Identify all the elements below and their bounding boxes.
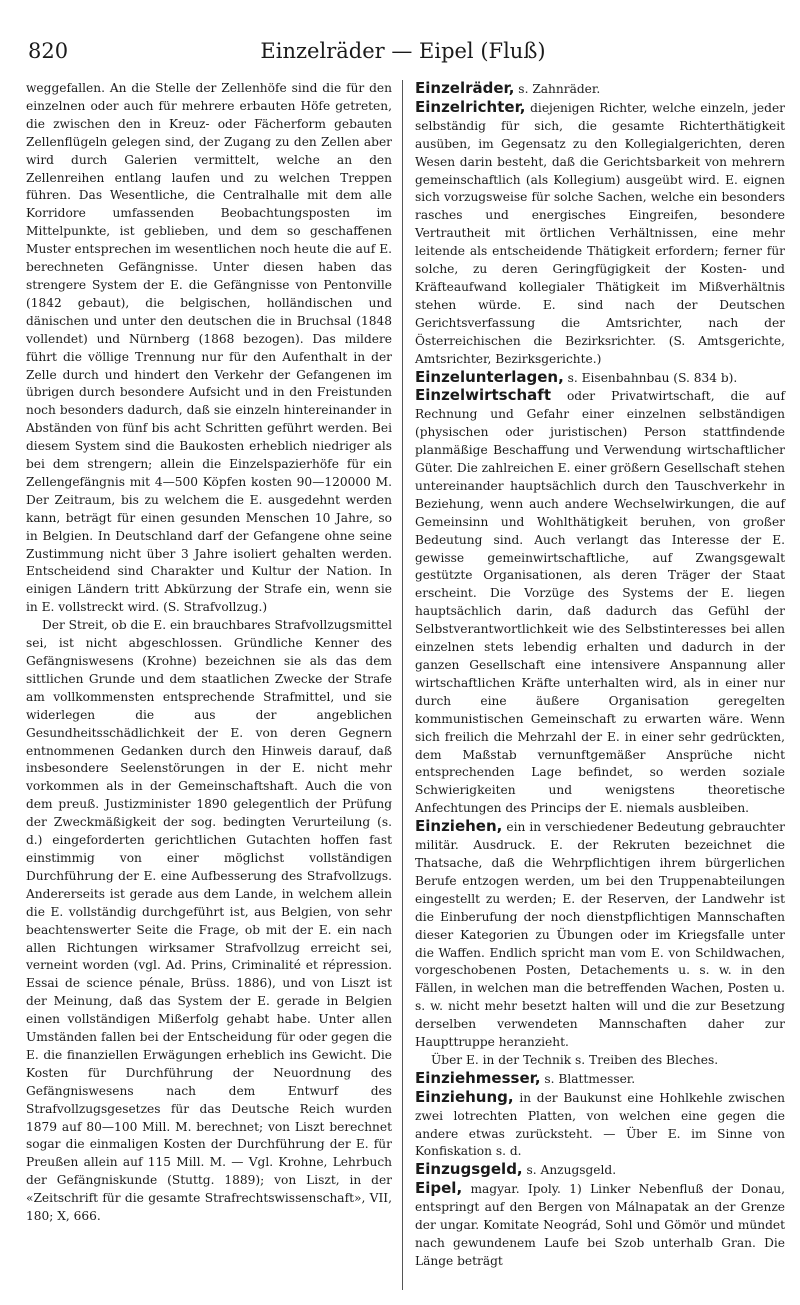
paragraph: weggefallen. An die Stelle der Zellenhöfe sind die für den einzelnen oder auch für mehrere erbauten Höfe getreten, die zwischen den in Kreuz- oder Fächerform gebauten Zellenflügeln gelegen sind, der Zugang zu den Zellen aber wird durch Galerien vermittelt, welche an den Zellenreihen entlang laufen und zu welchen Treppen führen. Das Wesentliche, die Centralhalle mit dem alle Korridore umfassenden Beobachtungsposten im Mittelpunkte, ist geblieben, und dem so geschaffenen Muster entsprechen im wesentlichen noch heute die auf E. berechneten Gefängnisse. Unter diesen haben das strengere System der E. die Gefängnisse von Pentonville (1842 gebaut), die belgischen, holländischen und dänischen und unter den deutschen die in Bruchsal (1848 vollendet) und Nürnberg (1868 bezogen). Das mildere führt die völlige Trennung nur für den Aufenthalt in der Zelle durch und hindert den Verkehr der Gefangenen im übrigen durch besondere Aufsicht und in den Freistunden noch besonders dadurch, daß sie einzeln hintereinander in Abständen von fünf bis acht Schritten geführt werden. Bei diesem System sind die Baukosten erheblich niedriger als bei dem strengern; allein die Einzelspazierhöfe für ein Zellengefängnis mit 4—500 Köpfen kosten 90—120000 M. Der Zeitraum, bis zu welchem die E. ausgedehnt werden kann, beträgt für einen gesunden Menschen 10 Jahre, so in Belgien. In Deutschland darf der Gefangene ohne seine Zustimmung nicht über 3 Jahre isoliert gehalten werden. Entscheidend sind Charakter und Kultur der Nation. In einigen Ländern tritt Abkürzung der Strafe ein, wenn sie in E. vollstreckt wird. (S. Strafvollzug.)	[26, 81, 392, 615]
entry-einziehen	[415, 818, 785, 1052]
headword: Einzelunterlagen,	[415, 367, 564, 386]
entry-einziehmesser	[415, 1070, 785, 1089]
entry-einzelraeder	[415, 80, 785, 99]
entry-einzelwirtschaft	[415, 387, 785, 818]
entry-einzugsgeld	[415, 1161, 785, 1180]
headword: Einziehen,	[415, 817, 503, 836]
entry-text: Über E. in der Technik s. Treiben des Bleches.	[431, 1052, 719, 1067]
paragraph: Der Streit, ob die E. ein brauchbares Strafvollzugsmittel sei, ist nicht abgeschlossen. Gründliche Kenner des Gefängniswesens (Krohne) bezeichnen sie als das dem sittlichen Grunde und dem staatlichen Zwecke der Strafe am vollkommensten entsprechende Strafmittel, und sie widerlegen die aus der angeblichen Gesundheitsschädlichkeit der E. von deren Gegnern entnommenen Gedanken durch den Hinweis darauf, daß insbesondere Seelenstörungen in der E. nicht mehr vorkommen als in der Gemeinschaftshaft. Auch die von dem preuß. Justizminister 1890 gelegentlich der Prüfung der Zweckmäßigkeit der sog. bedingten Verurteilung (s. d.) eingeforderten gerichtlichen Gutachten hoffen fast einstimmig von einer möglichst vollständigen Durchführung der E. eine Aufbesserung des Strafvollzugs. Andererseits ist gerade aus dem Lande, in welchem allein die E. vollständig durchgeführt ist, aus Belgien, von sehr beachtenswerter Seite die Frage, ob mit der E. ein nach allen Richtungen wirksamer Strafvollzug erreicht sei, verneint worden (vgl. Ad. Prins, Criminalité et répression. Essai de science pénale, Brüss. 1886), und von Liszt ist der Meinung, daß das System der E. gerade in Belgien einen vollständigen Mißerfolg gehabt habe. Unter allen Umständen fallen bei der Entscheidung für oder gegen die E. die finanziellen Erwägungen erheblich ins Gewicht. Die Kosten für Durchführung der Neuordnung des Gefängniswesens nach dem Entwurf des Strafvollzugsgesetzes für das Deutsche Reich wurden 1879 auf 80—100 Mill. M. berechnet; von Liszt berechnet sogar die einmaligen Kosten der Durchführung der E. für Preußen allein auf 115 Mill. M. — Vgl. Krohne, Lehrbuch der Gefängniskunde (Stuttg. 1889); von Liszt, in der «Zeitschrift für die gesamte Strafrechtswissenschaft», VII, 180; X, 666.	[26, 618, 392, 1224]
entry-einzelrichter	[415, 99, 785, 369]
headword: Einzugsgeld,	[415, 1160, 523, 1179]
entry-text: s. Eisenbahnbau (S. 834 b).	[563, 370, 738, 385]
entry-einziehung	[415, 1089, 785, 1162]
entry-text: s. Blattmesser.	[540, 1071, 636, 1086]
entry-text: diejenigen Richter, welche einzeln, jeder selbständig für sich, die gesamte Richterthätigkeit ausüben, im Gegensatz zu den Kollegialgerichten, deren Wesen darin besteht, daß die Gerichtsbarkeit von mehrern gemeinschaftlich (als Kollegium) ausgeübt wird. E. eignen sich vorzugsweise für solche Sachen, welche ein besonders rasches und energisches Eingreifen, besondere Vertrautheit mit örtlichen Verhältnissen, eine mehr leitende als entscheidende Thätigkeit erfordern; ferner für solche, zu deren Geringfügigkeit der Kosten- und Kräfteaufwand kollegialer Thätigkeit im Mißverhältnis stehen würde. E. sind nach der Deutschen Gerichtsverfassung die Amtsrichter, nach der Österreichischen die Bezirksrichter. (S. Amtsgerichte, Amtsrichter, Bezirksgerichte.)	[415, 100, 785, 366]
headword: Einziehung,	[415, 1087, 514, 1106]
page-header	[20, 38, 786, 68]
headword: Einzelrichter,	[415, 97, 526, 116]
entry-eipel	[415, 1180, 785, 1271]
entry-text: s. Anzugsgeld.	[522, 1163, 617, 1178]
left-column	[26, 80, 392, 1226]
headword: Einzelräder,	[415, 79, 515, 97]
page-number: 820	[28, 39, 69, 63]
entry-text: ein in verschiedener Bedeutung gebrauchter militär. Ausdruck. E. der Rekruten bezeichnet die Thatsache, daß die Wehrpflichtigen ihrem bürgerlichen Berufe entzogen werden, um bei den Truppenabteilungen eingestellt zu werden; E. der Reserven, der Landwehr ist die Einberufung der noch dienstpflichtigen Mannschaften dieser Kategorien zu Übungen oder im Kriegsfalle unter die Waffen. Endlich spricht man vom E. von Schildwachen, vorgeschobenen Posten, Detachements u. s. w. in den Fällen, in welchen man die betreffenden Wachen, Posten u. s. w. nicht mehr besetzt halten will und die zur Besetzung derselben verwendeten Mannschaften daher zur Haupttruppe heranzieht.	[415, 820, 785, 1050]
entry-einzelunterlagen	[415, 369, 785, 388]
entry-continuation	[415, 1052, 785, 1070]
headword: Einzelwirtschaft	[415, 386, 551, 405]
column-divider	[402, 80, 403, 1290]
right-column	[415, 80, 785, 1271]
headword: Eipel,	[415, 1179, 463, 1198]
entry-text: magyar. Ipoly. 1) Linker Nebenfluß der Donau, entspringt auf den Bergen von Málnapatak an der Grenze der ungar. Komitate Neográd, Sohl und Gömör und mündet nach gewundenem Laufe bei Szob unterhalb Gran. Die Länge beträgt	[415, 1182, 785, 1268]
running-head: Einzelräder — Eipel (Fluß)	[260, 39, 546, 63]
entry-text: in der Baukunst eine Hohlkehle zwischen zwei lotrechten Platten, von welchen eine gegen die andere etwas zurücksteht. — Über E. im Sinne von Konfiskation s. d.	[415, 1090, 785, 1159]
entry-text: oder Privatwirtschaft, die auf Rechnung und Gefahr einer einzelnen selbständigen (physischen oder juristischen) Person stattfindende planmäßige Beschaffung und Verwendung wirtschaftlicher Güter. Die zahlreichen E. einer größern Gesellschaft stehen untereinander hauptsächlich durch den Tauschverkehr in Beziehung, wenn auch andere Wechselwirkungen, die auf Gemeinsinn und Wohlthätigkeit beruhen, von großer Bedeutung sind. Auch verlangt das Interesse der E. gewisse gemeinwirtschaftliche, auf Zwangsgewalt gestützte Organisationen, als deren Träger der Staat erscheint. Die Vorzüge des Systems der E. liegen hauptsächlich darin, daß dadurch das Gefühl der Selbstverantwortlichkeit wie des Selbstinteresses bei allen einzelnen stets lebendig erhalten und dadurch in der ganzen Gesellschaft eine intensivere Anspannung aller wirtschaftlichen Kräfte unterhalten wird, als in einer nur durch eine äußere Organisation geregelten kommunistischen Gemeinschaft zu erwarten wäre. Wenn sich freilich die Mehrzahl der E. in einer sehr gedrückten, dem Maßstab vernunftgemäßer Ansprüche nicht entsprechenden Lage befindet, so werden soziale Schwierigkeiten und wenigstens theoretische Anfechtungen des Princips der E. niemals ausbleiben.	[415, 389, 786, 816]
headword: Einziehmesser,	[415, 1068, 541, 1087]
entry-text: s. Zahnräder.	[514, 82, 601, 96]
